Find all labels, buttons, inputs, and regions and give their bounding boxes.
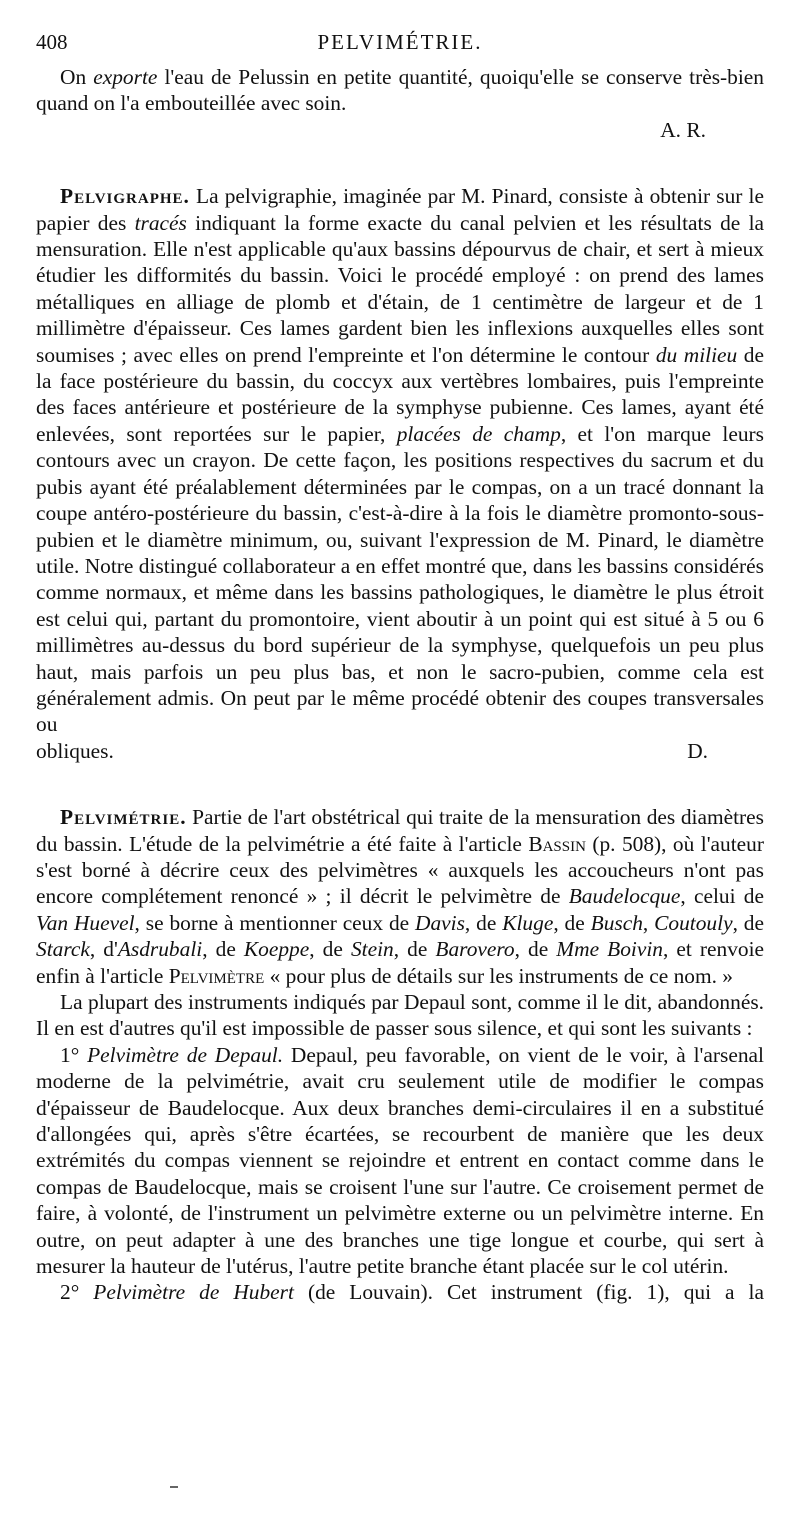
- text-run: , de: [202, 937, 244, 962]
- text-run: , de: [732, 910, 764, 935]
- text-run: , de: [309, 937, 351, 962]
- entry-pelvigraphe: [36, 183, 764, 738]
- cross-reference: Pelvimètre: [168, 963, 265, 988]
- author-signature: D.: [687, 738, 708, 763]
- text-run: , de: [393, 937, 436, 962]
- cross-reference: Bassin: [528, 831, 586, 856]
- text-run: , d': [89, 937, 118, 962]
- italic-term: exporte: [93, 65, 158, 89]
- text-run: (de Louvain). Cet instrument (fig. 1), qui a la: [293, 1280, 764, 1305]
- text-run: « pour plus de détails sur les instruments de ce nom. »: [264, 963, 733, 988]
- text-run: , celui de: [680, 884, 764, 909]
- text-run: Depaul, peu favorable, on vient de le voir, à l'arsenal moderne de la pelvimétrie, avait cru seulement utile de modifier le compas d'épaisseur de Baudelocque. Aux deux branches demi-circulaires il en a substitué d'allongées qui, après s'être écartées, se recourbent de manière que les deux extrémités du compas viennent se rejoindre et entrent en contact comme dans le compas de Baudelocque, mais se croisent l'une sur l'autre. Ce croisement permet de faire, à volonté, de l'instrument un pelvimètre externe ou un pelvimètre interne. En outre, on peut adapter à une des branches une tige longue et courbe, qui sert à mesurer la hauteur de l'utérus, l'autre petite branche étant placée sur le col utérin.: [36, 1042, 764, 1279]
- closing-word: obliques.: [36, 738, 114, 763]
- running-title: PELVIMÉTRIE.: [317, 30, 483, 54]
- paragraph-instruments: La plupart des instruments indiqués par Depaul sont, comme il le dit, abandonnés. Il en est d'autres qu'il est impossible de passer sous silence, et qui sont les suivants :: [36, 990, 764, 1041]
- page-number: 408: [36, 30, 68, 54]
- italic-name: Asdrubali: [117, 937, 203, 962]
- text-run: l'eau de Pelussin en petite quantité, quoiqu'elle se conserve très-bien quand on l'a embouteillée avec soin.: [36, 65, 764, 116]
- italic-term: du milieu: [655, 342, 738, 367]
- section-gap: [36, 143, 764, 183]
- italic-name: Starck: [36, 937, 90, 962]
- text-run: , de: [514, 937, 557, 962]
- print-mark: [170, 1486, 178, 1488]
- text-run: ,: [642, 910, 655, 935]
- italic-name: Davis: [415, 910, 465, 935]
- text-run: , et l'on marque leurs contours avec un crayon. De cette façon, les positions respectives du sacrum et du pubis ayant été préalablement déterminées par le compas, on a un tracé donnant la coupe antéro-postérieure du bassin, c'est-à-dire à la fois le diamètre promonto-sous-pubien et le diamètre minimum, ou, suivant l'expression de M. Pinard, le diamètre utile. Notre distingué collaborateur a en effet montré que, dans les bassins considérés comme normaux, et même dans les bassins pathologiques, le diamètre le plus étroit est celui qui, partant du promontoire, vient aboutir à un point qui est situé à 5 ou 6 millimètres au-dessus du bord supérieur de la symphyse, quelquefois un peu plus haut, mais parfois un peu plus bas, et non le sacro-pubien, comme cela est généralement admis. On peut par le même procédé obtenir des coupes transversales ou: [36, 421, 764, 737]
- text-run: , de: [553, 910, 591, 935]
- entry-heading: Pelvimétrie.: [60, 805, 187, 830]
- entry-pelvimetrie: [36, 804, 764, 989]
- italic-term: placées de champ: [396, 421, 561, 446]
- item-number: 1°: [60, 1042, 88, 1067]
- item-title: Pelvimètre de Hubert: [93, 1280, 294, 1305]
- paragraph-pelussin: [36, 64, 764, 117]
- italic-name: Mme Boivin: [556, 937, 663, 962]
- author-signature: A. R.: [660, 117, 706, 142]
- paragraph-depaul: [36, 1042, 764, 1280]
- italic-term: tracés: [134, 210, 187, 235]
- italic-name: Stein: [350, 937, 394, 962]
- italic-name: Koeppe: [243, 937, 310, 962]
- text-run: de la face postérieure du bassin, du coccyx aux vertèbres lombaires, puis l'empreinte des faces antérieure et postérieure de la symphyse pubienne. Ces lames, ayant été enlevées, sont reportées sur le papier,: [36, 342, 764, 446]
- text-run: , se borne à mentionner ceux de: [134, 910, 416, 935]
- italic-name: Barovero: [435, 937, 515, 962]
- text-run: Partie de l'art obstétrical qui traite de la mensuration des diamètres du bassin. L'étude de la pelvimétrie a été faite à l'article: [36, 805, 764, 856]
- text-run: , et renvoie enfin à l'article: [36, 937, 765, 988]
- text-run: (p. 508), où l'auteur s'est borné à décrire ceux des pelvimètres « auxquels les accoucheurs n'ont pas encore complétement renoncé » ; il décrit le pelvimètre de: [36, 831, 764, 909]
- page-header: [36, 30, 764, 60]
- item-title: Pelvimètre de Depaul.: [87, 1042, 284, 1067]
- section-gap: [36, 764, 764, 804]
- text-run: indiquant la forme exacte du canal pelvien et les résultats de la mensuration. Elle n'est applicable qu'aux bassins dépourvus de chair, et sert à mieux étudier les difformités du bassin. Voici le procédé employé : on prend des lames métalliques en alliage de plomb et d'étain, de 1 centimètre de largeur et de 1 millimètre d'épaisseur. Ces lames gardent bien les inflexions auxquelles elles sont soumises ; avec elles on prend l'empreinte et l'on détermine le contour: [36, 210, 765, 367]
- italic-name: Kluge: [502, 910, 554, 935]
- page-body: [36, 64, 764, 1306]
- signature-line: [36, 117, 764, 143]
- closing-line: [36, 738, 764, 764]
- text-run: On: [60, 65, 94, 89]
- item-number: 2°: [60, 1280, 94, 1305]
- italic-name: Baudelocque: [568, 884, 681, 909]
- italic-name: Coutouly: [654, 910, 733, 935]
- paragraph-hubert: [36, 1279, 764, 1305]
- italic-name: Van Huevel: [36, 910, 135, 935]
- entry-heading: Pelvigraphe.: [60, 184, 190, 209]
- text-run: , de: [464, 910, 503, 935]
- text-run: La pelvigraphie, imaginée par M. Pinard, consiste à obtenir sur le papier des: [36, 184, 764, 235]
- italic-name: Busch: [590, 910, 643, 935]
